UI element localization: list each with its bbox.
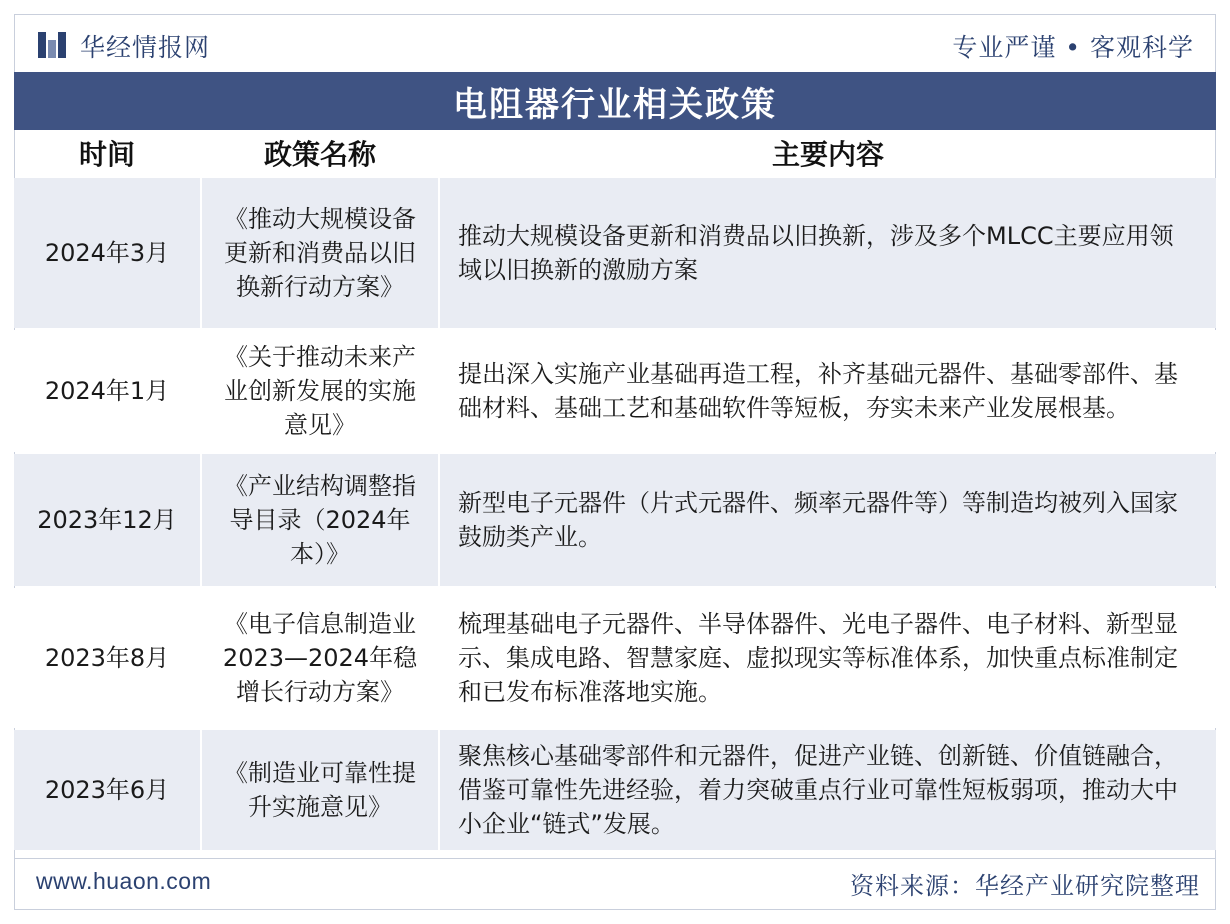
- row-policy-name: 《产业结构调整指导目录（2024年本）》: [202, 454, 438, 586]
- row-date: 2023年6月: [14, 730, 200, 850]
- row-content: 梳理基础电子元器件、半导体器件、光电子器件、电子材料、新型显示、集成电路、智慧家庭、虚拟现实等标准体系，加快重点标准制定和已发布标准落地实施。: [440, 588, 1216, 728]
- row-policy-name: 《关于推动未来产业创新发展的实施意见》: [202, 330, 438, 452]
- website-link[interactable]: www.huaon.com: [36, 868, 212, 894]
- row-date: 2023年12月: [14, 454, 200, 586]
- row-policy-name: 《制造业可靠性提升实施意见》: [202, 730, 438, 850]
- row-date: 2024年3月: [14, 178, 200, 328]
- row-content: 推动大规模设备更新和消费品以旧换新，涉及多个MLCC主要应用领域以旧换新的激励方案: [440, 178, 1216, 328]
- row-policy-name: 《推动大规模设备更新和消费品以旧换新行动方案》: [202, 178, 438, 328]
- footer-divider: [14, 858, 1216, 859]
- top-bar: [14, 14, 1216, 72]
- row-date: 2023年8月: [14, 588, 200, 728]
- column-header-policy-name: 政策名称: [263, 138, 376, 171]
- row-content: 新型电子元器件（片式元器件、频率元器件等）等制造均被列入国家鼓励类产业。: [440, 454, 1216, 586]
- slogan: 专业严谨 • 客观科学: [952, 33, 1194, 62]
- column-header-date: 时间: [78, 138, 135, 171]
- row-content: 提出深入实施产业基础再造工程，补齐基础元器件、基础零部件、基础材料、基础工艺和基础软件等短板，夯实未来产业发展根基。: [440, 330, 1216, 452]
- brand-name[interactable]: 华经情报网: [80, 33, 211, 62]
- table-title: 电阻器行业相关政策: [14, 72, 1216, 130]
- logo-icon: [38, 32, 66, 58]
- row-date: 2024年1月: [14, 330, 200, 452]
- source-note: 资料来源：华经产业研究院整理: [850, 872, 1200, 900]
- row-policy-name: 《电子信息制造业2023—2024年稳增长行动方案》: [202, 588, 438, 728]
- row-content: 聚焦核心基础零部件和元器件，促进产业链、创新链、价值链融合，借鉴可靠性先进经验，着力突破重点行业可靠性短板弱项，推动大中小企业“链式”发展。: [440, 730, 1216, 850]
- column-header-content: 主要内容: [771, 138, 884, 171]
